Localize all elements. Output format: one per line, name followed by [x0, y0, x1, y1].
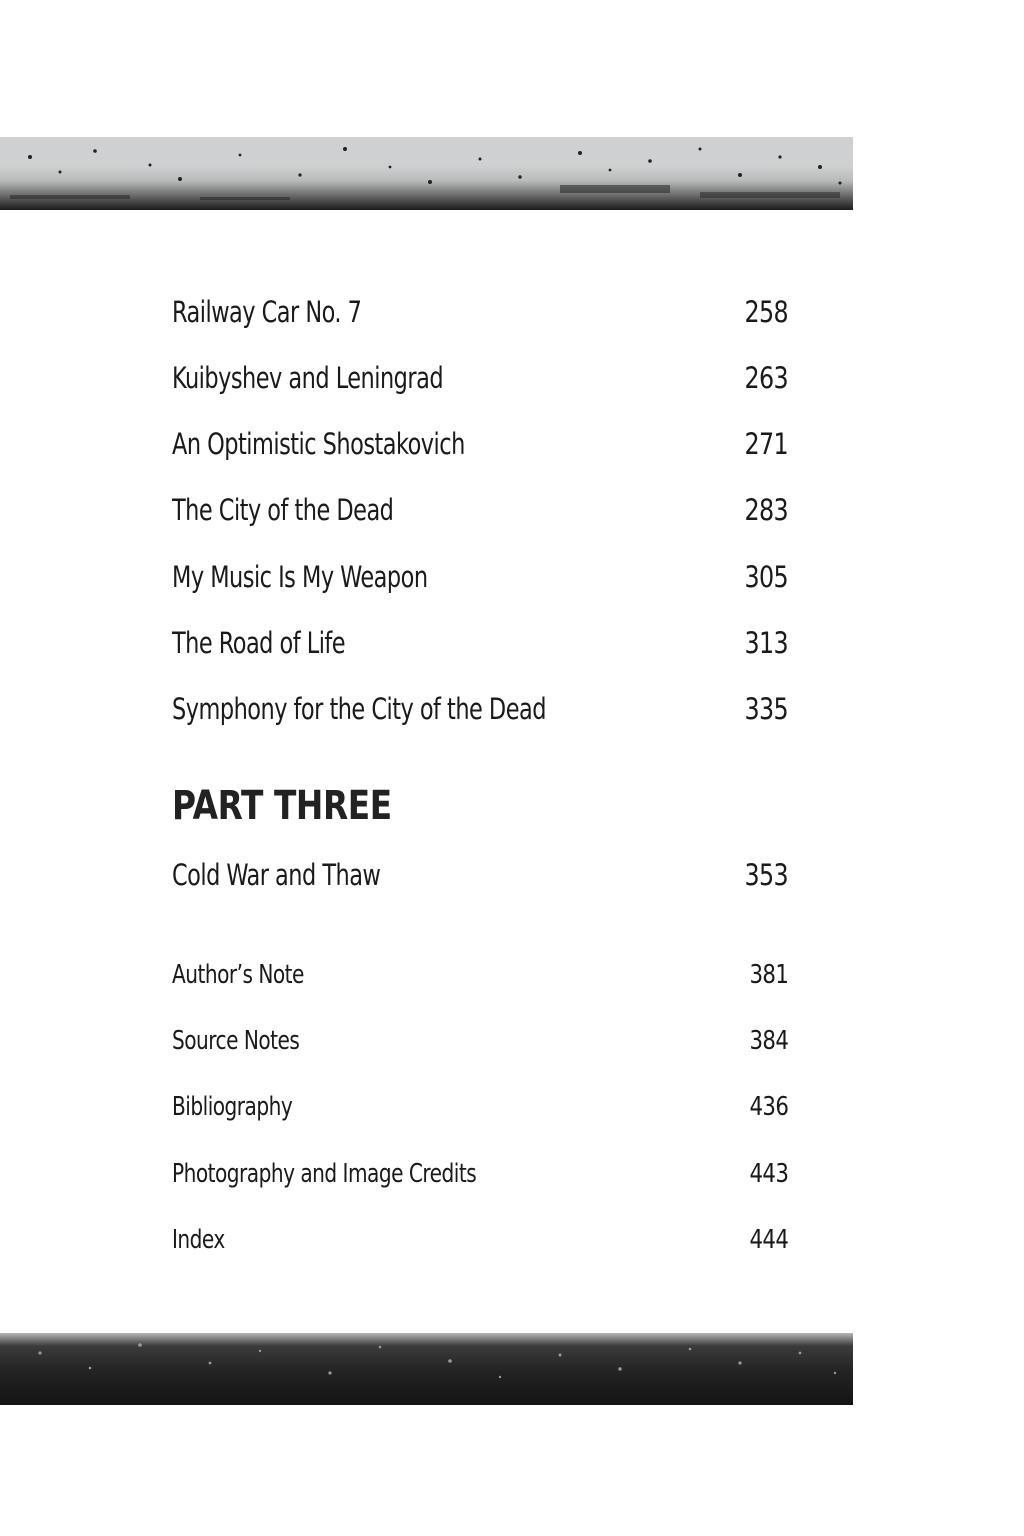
toc-entry-page: 263 [744, 361, 788, 395]
toc-entry-page: 335 [744, 692, 788, 726]
back-matter-entry[interactable] [172, 1026, 788, 1056]
bottom-grunge-banner [0, 1333, 853, 1405]
toc-entry[interactable] [172, 858, 788, 892]
toc-entry-page: 271 [744, 427, 788, 461]
toc-entry-title: Index [172, 1225, 225, 1255]
toc-entry-page: 305 [744, 560, 788, 594]
toc-entry-title: Author’s Note [172, 960, 304, 990]
top-grunge-texture [0, 137, 853, 210]
toc-entry-page: 283 [744, 493, 788, 527]
back-matter-entry[interactable] [172, 960, 788, 990]
toc-entry[interactable] [172, 427, 788, 461]
toc-entry-title: My Music Is My Weapon [172, 560, 428, 594]
toc-entry-title: Symphony for the City of the Dead [172, 692, 546, 726]
toc-entry[interactable] [172, 493, 788, 527]
toc-entry-title: Kuibyshev and Leningrad [172, 361, 444, 395]
toc-entry-title: Railway Car No. 7 [172, 295, 362, 329]
toc-entry-title: Cold War and Thaw [172, 858, 381, 892]
toc-entry-page: 313 [744, 626, 788, 660]
back-matter-entry[interactable] [172, 1225, 788, 1255]
toc-entry-title: Bibliography [172, 1092, 293, 1122]
toc-entry-title: An Optimistic Shostakovich [172, 427, 465, 461]
toc-entry-page: 353 [744, 858, 788, 892]
toc-entry[interactable] [172, 361, 788, 395]
toc-entry-page: 384 [749, 1026, 788, 1056]
toc-entry-page: 381 [749, 960, 788, 990]
back-matter-entry[interactable] [172, 1092, 788, 1122]
toc-entry-title: The City of the Dead [172, 493, 394, 527]
bottom-grunge-texture [0, 1333, 853, 1405]
toc-entry-page: 436 [749, 1092, 788, 1122]
part-three-heading: PART THREE [172, 783, 392, 829]
toc-entry[interactable] [172, 692, 788, 726]
toc-entry[interactable] [172, 295, 788, 329]
top-grunge-banner [0, 137, 853, 210]
toc-entry-page: 444 [749, 1225, 788, 1255]
toc-entry[interactable] [172, 626, 788, 660]
back-matter-entry[interactable] [172, 1159, 788, 1189]
toc-entry-page: 443 [749, 1159, 788, 1189]
toc-entry-title: The Road of Life [172, 626, 346, 660]
toc-entry[interactable] [172, 560, 788, 594]
toc-entry-page: 258 [744, 295, 788, 329]
toc-entry-title: Source Notes [172, 1026, 300, 1056]
toc-entry-title: Photography and Image Credits [172, 1159, 477, 1189]
